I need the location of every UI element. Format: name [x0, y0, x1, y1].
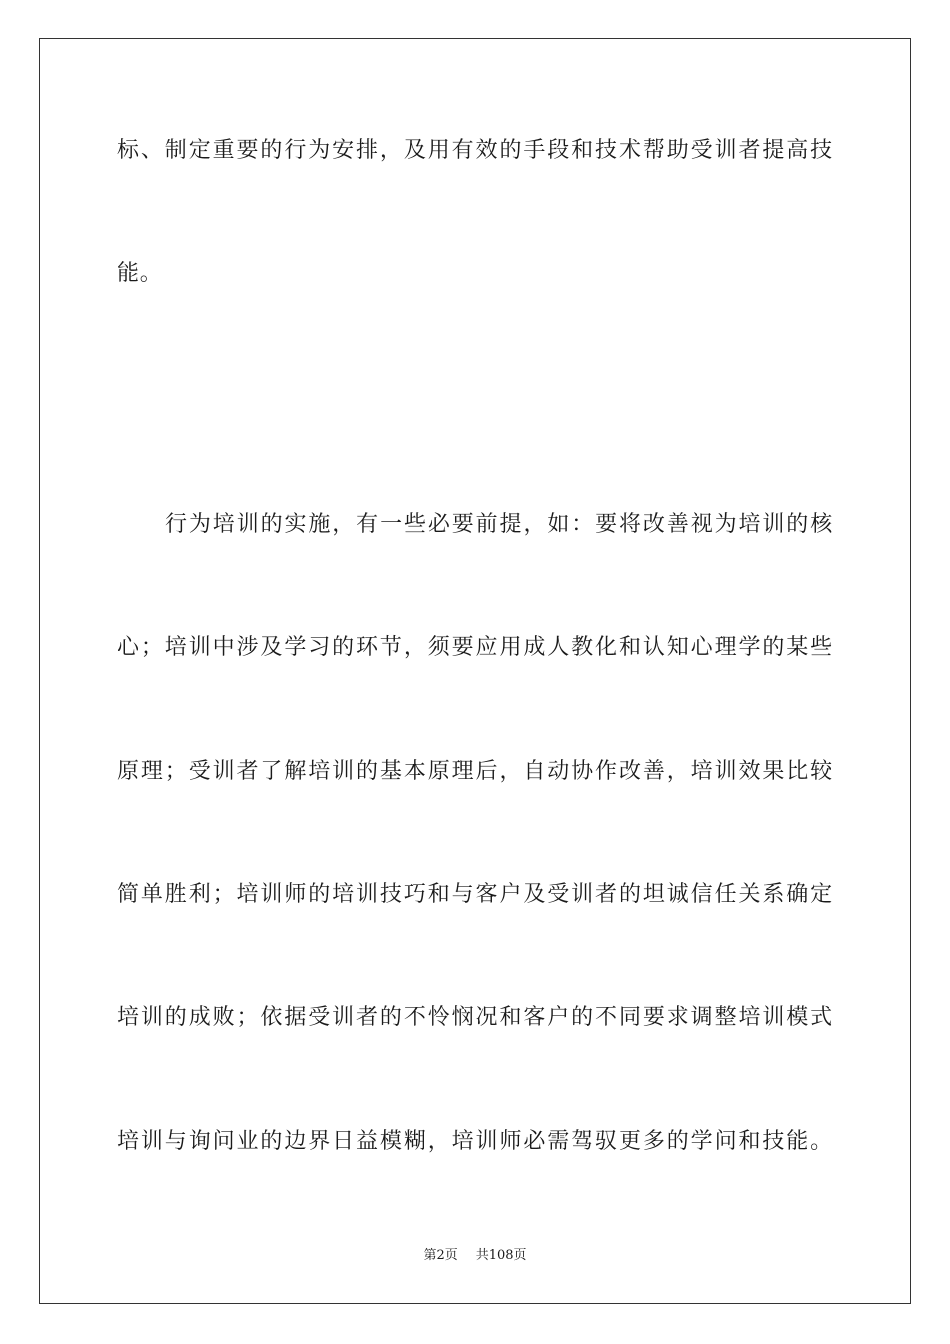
text-line: 心；培训中涉及学习的环节，须要应用成人教化和认知心理学的某些 — [117, 635, 833, 660]
text-line: 简单胜利；培训师的培训技巧和与客户及受训者的坦诚信任关系确定 — [117, 882, 833, 907]
paragraph-first-line: 行为培训的实施，有一些必要前提，如：要将改善视为培训的核 — [165, 512, 833, 537]
text-line: 培训与询问业的边界日益模糊，培训师必需驾驭更多的学问和技能。 — [117, 1129, 833, 1154]
text-line: 能。 — [117, 261, 163, 286]
text-line: 培训的成败；依据受训者的不怜悯况和客户的不同要求调整培训模式 — [117, 1005, 833, 1030]
page-total: 共108页 — [475, 1248, 527, 1263]
page-footer — [0, 1246, 950, 1266]
page-border — [39, 38, 911, 1304]
text-line: 原理；受训者了解培训的基本原理后，自动协作改善，培训效果比较 — [117, 759, 833, 784]
page-number: 第2页 — [423, 1248, 458, 1263]
text-line: 标、制定重要的行为安排，及用有效的手段和技术帮助受训者提高技 — [117, 138, 833, 163]
